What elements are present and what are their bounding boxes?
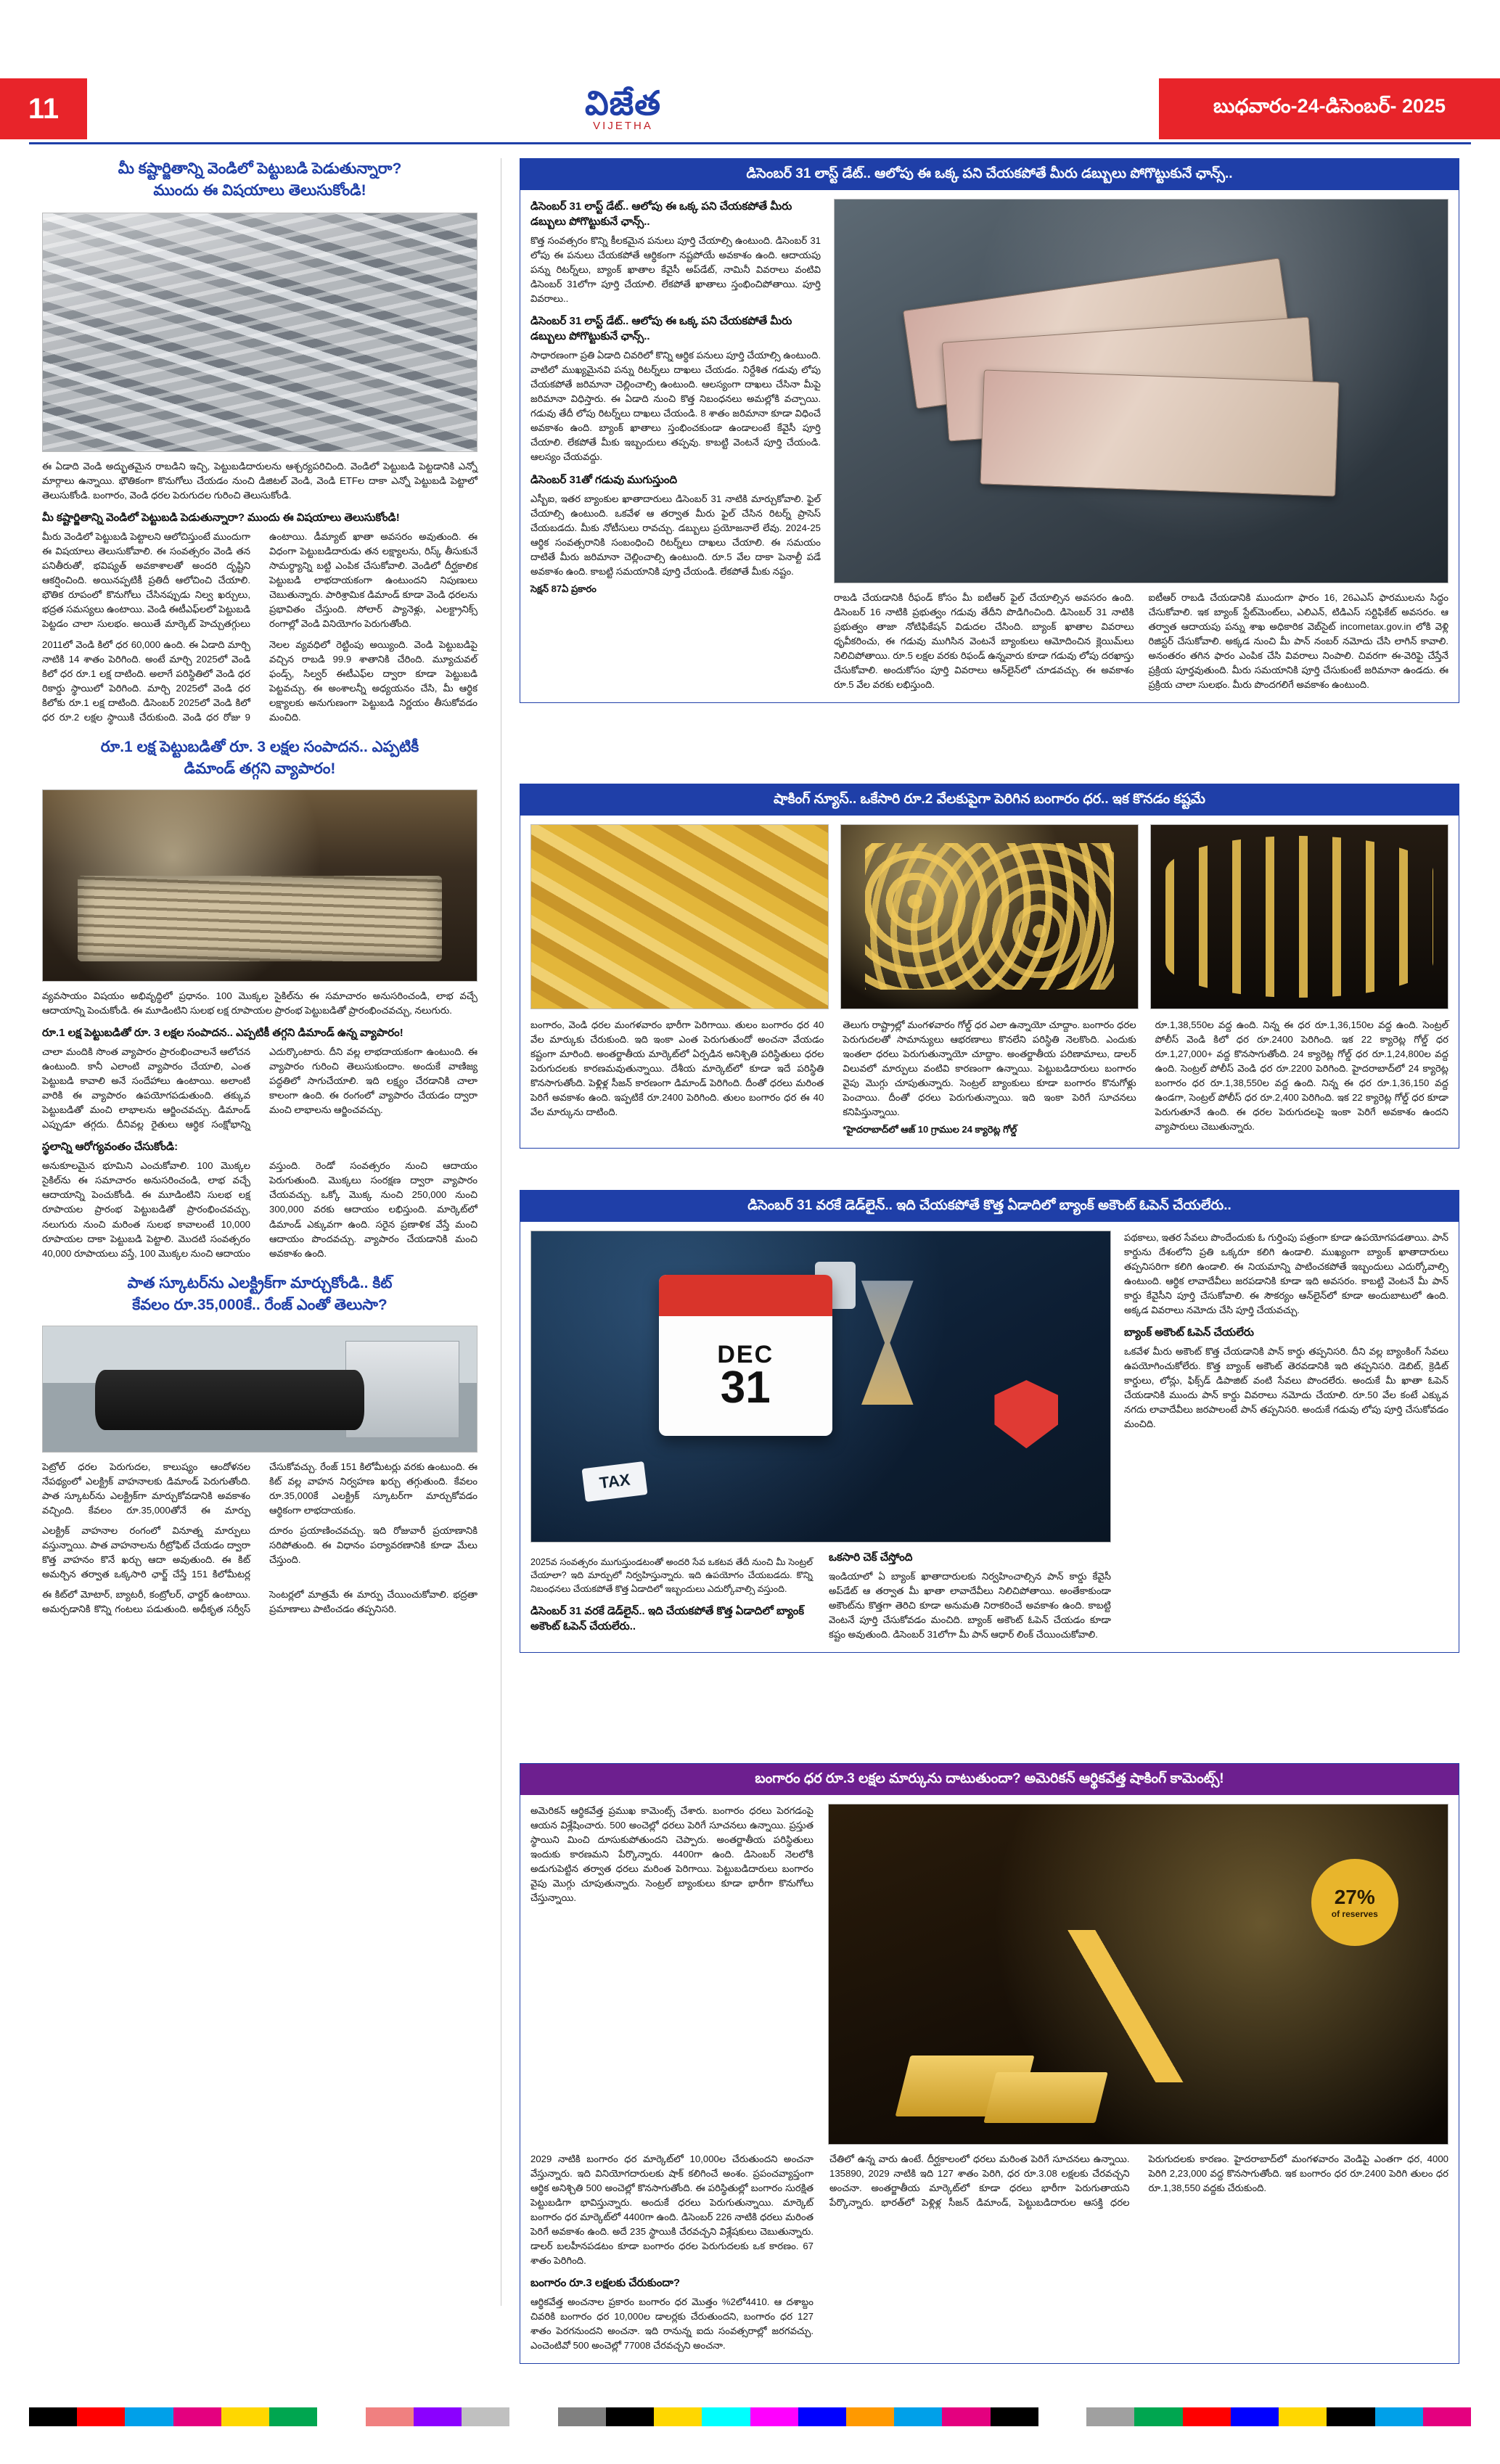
left-para-4: వ్యవసాయం విషయం అభివృద్ధిలో ప్రధానం. 100 మొక్కల సైకిల్‌ను ఈ సమాచారం అనుసరించండి, లాభ వచ్చే ఆదాయాన్ని పెంచుకోండి. ఈ మూడింటిని సులభ లక్ష రూపాయల ప్రారంభ పెట్టుబడితో ప్రారంభించవచ్చు, నలుగురు. <box>42 990 478 1016</box>
left-para-8: ఎలక్ట్రిక్ వాహనాల రంగంలో వినూత్న మార్పులు వస్తున్నాయి. పాత వాహనాలను రీట్రోఫిట్ చేయడం ద్వారా కొత్త వాహనం కొనే ఖర్చు ఆదా అవుతుంది. ఈ కిట్ అమర్చిన తర్వాత ఒక్కసారి ఛార్జ్ చేస్తే 151 కిలోమీటర్ల దూరం ప్రయాణించవచ్చు. ఇది రోజువారీ ప్రయాణానికి సరిపోతుంది. ఈ విధానం పర్యావరణానికి కూడా మేలు చేస్తుంది. <box>42 1524 478 1580</box>
story-gold-3lakh-sub-1: బంగారం రూ.3 లక్షలకు చేరుకుందా? <box>530 2277 681 2290</box>
left-subhead-2: రూ.1 లక్ష పెట్టుబడితో రూ. 3 లక్షల సంపాదన.. ఎప్పటికీ తగ్గని డిమాండ్ ఉన్న వ్యాపారం! <box>42 1026 403 1039</box>
gold-ingot-2 <box>983 2072 1107 2123</box>
reserves-badge <box>1311 1859 1398 1946</box>
left-column <box>42 158 478 1617</box>
color-swatch <box>654 2407 702 2426</box>
story-deadline-band: డిసెంబర్ 31 లాస్ట్ డేట్.. ఆలోపు ఈ ఒక్క పని చేయకపోతే మీరు డబ్బులు పోగొట్టుకునే ఛాన్స్.. <box>520 159 1459 190</box>
color-swatch <box>462 2407 509 2426</box>
story-gold-shock-col-3: రూ.1,38,550ల వద్ద ఉంది. నిన్న ఈ ధర రూ.1,36,150ల వద్ద ఉంది. సెంట్రల్ పోలీస్‌ వెండి కిలో ధర రూ.2400 పెరిగింది. ఇక 22 క్యారెట్ల గోల్డ్ ధర రూ.1,27,000+ వద్ద కొనసాగుతోంది. 24 క్యారెట్ల గోల్డ్ ధర రూ.1,24,800ల వద్ద ఉంది. సెంట్రల్ పోలీస్‌ వెండి ధర రూ.2200 పెరిగింది. హైదరాబాద్‌లో 24 క్యారెట్ల బంగారం ధర రూ.1,38,550ల వద్ద ఉంది. నిన్న ఈ ధర రూ.1,36,150 వద్ద ఉండగా, సెంట్రల్ పోలీస్ ధర రూ.2,400 పెరిగింది. ఇక 22 క్యారెట్ల గోల్డ్ ధర కూడా పెరుగుతూనే ఉంది. ఈ ధరల పెరుగుదలపై ఇంకా పెరిగే అవకాశం ఉందని వ్యాపారులు చెబుతున్నారు. <box>1155 1019 1448 1133</box>
story-gold-3lakh-col-3: చేతిలో ఉన్న వారు ఉంటే. దీర్ఘకాలంలో ధరలు మరింత పెరిగే సూచనలు ఉన్నాయి. 135890, 2029 నాటికి ఇది 127 శాతం పెరిగి, ధర రూ.3.08 లక్షలకు చేరవచ్చని అంచనా. అంతర్జాతీయ మార్కెట్‌లో కూడా ధరలు భారీగా పెరుగుతాయని పేర్కొన్నారు. భారత్‌లో పెళ్లిళ్ల సీజన్ డిమాండ్, పెట్టుబడిదారుల ఆసక్తి ధరల పెరుగుదలకు కారణం. హైదరాబాద్‌లో మంగళవారం వెండిపై ఎంతగా ధర, 4000 పెరిగి 2,23,000 వద్ద కొనసాగుతోంది. ఇక బంగారం ధర రూ.2400 పెరిగి తులం ధర రూ.1,38,550 వద్దకు చేరుకుంది. <box>829 2153 1448 2208</box>
tax-document-label: TAX <box>581 1461 647 1502</box>
color-swatch <box>1086 2407 1134 2426</box>
story-deadline-sub-3: డిసెంబర్ 31తో గడువు ముగుస్తుంది <box>530 473 678 486</box>
color-swatch <box>1423 2407 1471 2426</box>
left-subhead-1: మీ కష్టార్జితాన్ని వెండిలో పెట్టుబడి పెడుతున్నారా? ముందు ఈ విషయాలు తెలుసుకోండి! <box>42 512 400 525</box>
color-swatch <box>1183 2407 1231 2426</box>
story-bank-account-sub-3: బ్యాంక్ అకౌంట్ ఓపెన్ చేయలేరు <box>1124 1326 1254 1339</box>
color-swatch <box>1038 2407 1086 2426</box>
reserves-percent: 27% <box>1334 1885 1375 1908</box>
story-gold-shock-credit: *హైదరాబాద్‌లో ఆజ్ 10 గ్రాముల 24 క్యారెట్ల గోల్డ్ <box>843 1124 1017 1136</box>
color-swatch <box>125 2407 173 2426</box>
color-swatch <box>1134 2407 1182 2426</box>
calendar-graphic <box>659 1275 832 1437</box>
left-subhead-3: స్థలాన్ని ఆరోగ్యవంతం చేసుకోండి: <box>42 1141 179 1154</box>
scooter-conversion-photo <box>42 1326 478 1453</box>
color-swatch <box>606 2407 654 2426</box>
gold-bars-photo <box>530 824 829 1009</box>
color-swatch <box>750 2407 798 2426</box>
story-gold-shock-band: షాకింగ్ న్యూస్.. ఒకేసారి రూ.2 వేలకుపైగా పెరిగిన బంగారం ధర.. ఇక కొనడం కష్టమే <box>520 784 1459 816</box>
color-swatch <box>798 2407 846 2426</box>
hands-holding-cash-photo <box>834 199 1448 583</box>
story-bank-account-sub-2: ఒకసారి చెక్ చేస్తోంది <box>829 1551 913 1564</box>
color-swatch <box>1327 2407 1374 2426</box>
shield-alert-icon <box>994 1380 1058 1448</box>
press-color-bar <box>29 2407 1471 2426</box>
story-deadline-sub-1: డిసెంబర్ 31 లాస్ట్ డేట్.. ఆలోపు ఈ ఒక్క పని చేయకపోతే మీరు డబ్బులు పోగొట్టుకునే ఛాన్స్.. <box>530 200 792 228</box>
story-bank-account-sub-1: డిసెంబర్ 31 వరకే డెడ్‌లైన్.. ఇది చేయకపోతే కొత్త ఏడాదిలో బ్యాంక్ అకౌంట్ ఓపెన్ చేయలేరు.. <box>530 1604 805 1633</box>
color-swatch <box>846 2407 894 2426</box>
color-swatch <box>221 2407 269 2426</box>
color-swatch <box>317 2407 365 2426</box>
story-gold-3lakh-col-2: 2029 నాటికి బంగారం ధర మార్కెట్‌లో 10,000ల చేరుతుందని అంచనా వేస్తున్నారు. ఇది వినియోగదారులకు షాక్ కలిగించే అంశం. ప్రపంచవ్యాప్తంగా ఆర్థిక అనిశ్చితి 500 అంచెల్లో కొనసాగుతోంది. ఈ పరిస్థితుల్లో బంగారం సురక్షిత పెట్టుబడిగా భావిస్తున్నారు. అందుకే ధరలు పెరుగుతున్నాయి. మార్కెట్ బంగారం ధర మార్కెట్‌లో 4400గా ఉంది. డిసెంబర్ 226 నాటికి ధరలు మరింత పెరిగే అవకాశం ఉంది. అదే 235 స్థాయికి చేరవచ్చని విశ్లేషకులు చెబుతున్నారు. డాలర్ బలహీనపడటం కూడా బంగారం ధరల పెరుగుదలకు ఒక కారణం. 67 శాతం పెరిగింది. <box>530 2153 813 2267</box>
publication-logo-sub: VIJETHA <box>593 119 653 132</box>
story-deadline-p1: కొత్త సంవత్సరం కొన్ని కీలకమైన పనులు పూర్తి చేయాల్సి ఉంటుంది. డిసెంబర్ 31 లోపు ఈ పనులు చేయకపోతే ఆర్థికంగా నష్టపోయే అవకాశం ఉంది. ఆదాయపు పన్ను రిటర్న్‌లు, బ్యాంక్ ఖాతాల కేవైసీ అప్‌డేట్, నామినీ వివరాలు వంటివి డిసెంబర్ 31లోగా పూర్తి చేయాలి. లేకపోతే ఖాతాలు స్తంభించిపోతాయి. పూర్తి వివరాలు.. <box>530 234 821 304</box>
color-swatch <box>894 2407 942 2426</box>
story-gold-3lakh-band: బంగారం ధర రూ.3 లక్షల మార్కును దాటుతుందా? అమెరికన్ ఆర్థికవేత్త షాకింగ్ కామెంట్స్! <box>520 1764 1459 1795</box>
left-para-2: మీరు వెండిలో పెట్టుబడి పెట్టాలని ఆలోచిస్తుంటే ముందుగా ఈ విషయాలు తెలుసుకోవాలి. ఈ సంవత్సరం వెండి తన పనితీరుతో, భవిష్యత్ అవకాశాలతో అందరి దృష్టిని ఆకర్షించింది. అయినప్పటికీ ప్రతిదీ ఆలోచించి చేయాలి. భౌతిక రూపంలో కొనుగోలు చేసినప్పుడు నిల్వ ఖర్చులు, భద్రత సమస్యలు ఉంటాయి. వెండి ఈటీఎఫ్‌లలో పెట్టుబడి పెట్టడం చాలా సులభం. అయితే మార్కెట్ హెచ్చుతగ్గులు ఉంటాయి. డీమ్యాట్ ఖాతా అవసరం అవుతుంది. ఈ విధంగా పెట్టుబడిదారుడు తన లక్ష్యాలను, రిస్క్ తీసుకునే సామర్థ్యాన్ని బట్టి ఎంపిక చేసుకోవాలి. వెండిలో దీర్ఘకాలిక పెట్టుబడి లాభదాయకంగా ఉంటుందని నిపుణులు చెబుతున్నారు. పారిశ్రామిక డిమాండ్ కూడా వెండి ధరలను ప్రభావితం చేస్తుంది. సోలార్ ప్యానెళ్లు, ఎలక్ట్రానిక్స్ రంగాల్లో వెండి వినియోగం పెరుగుతోంది. <box>42 531 478 630</box>
story-gold-shock-col-1: బంగారం, వెండి ధరల మంగళవారం భారీగా పెరిగాయి. తులం బంగారం ధర 40 వేల మార్కుకు చేరుకుంది. ఇది ఇంకా ఎంత పెరుగుతుందో అంచనా వేయడం కష్టంగా మారింది. అంతర్జాతీయ మార్కెట్‌లో ఏర్పడిన అనిశ్చితి పరిస్థితులు ధరల పెరుగుదలకు కారణమవుతున్నాయి. దేశీయ మార్కెట్‌లో కూడా ఇదే పరిస్థితి కొనసాగుతోంది. పెళ్లిళ్ల సీజన్ కారణంగా డిమాండ్ పెరిగింది. దీంతో ధరలు మరింత పెరిగే అవకాశం ఉంది. ఇప్పటికే రూ.2400 పెరిగింది. తులం బంగారం ధర ఈ 40 వేల మార్కును దాటింది. <box>530 1019 824 1118</box>
story-deadline-p5: ఐటీఆర్ రాబడి చేయడానికి ముందుగా ఫారం 16, 26ఎఎస్ ఫారములను సిద్ధం చేసుకోవాలి. ఇక బ్యాంక్ స్టేట్‌మెంట్‌లు, ఎలిఎన్, టిడిఎస్ సర్టిఫికేట్ అవసరం. ఆ తర్వాత ఆదాయపు పన్ను శాఖ అధికారిక వెబ్‌సైట్ incometax.gov.in లోకి వెళ్లి రిజిస్టర్ చేసుకోవాలి. అక్కడ నుంచి మీ పాన్ నంబర్ నమోదు చేసి లాగిన్ కావాలి. అనంతరం తగిన ఫారం ఎంపిక చేసి వివరాలు నింపాలి. చివరగా ఈ-వెరిఫై చేస్తేనే ప్రక్రియ పూర్తవుతుంది. మీరు సమయానికి పూర్తి చేసుకుంటే జరిమానా ఉండదు. ఈ ప్రక్రియ చాలా సులభం. మీరు పొందగలిగే అవకాశం ఉంటుంది. <box>1148 591 1448 691</box>
story-gold-3lakh <box>520 1763 1459 2364</box>
header-rule <box>29 142 1471 144</box>
color-swatch <box>77 2407 125 2426</box>
story-gold-shock <box>520 784 1459 1149</box>
story-bank-account-band: డిసెంబర్ 31 వరకే డెడ్‌లైన్.. ఇది చేయకపోతే కొత్త ఏడాదిలో బ్యాంక్ అకౌంట్ ఓపెన్ చేయలేరు.. <box>520 1191 1459 1222</box>
story-bank-account-caption-1: 2025వ సంవత్సరం ముగుస్తుండటంతో అందరి సేవ ఒకటవ తేదీ నుంచి మీ సెంట్రల్ చేయాలా? ఇది మార్పులో నిర్వహిస్తున్నారు. ఇది ఉపయోగం చేయబడదు. కొన్ని నిబంధనలు చేయకపోతే కొత్త ఏడాదిలో ఇబ్బందులు ఎదుర్కోవాల్సి వస్తుంది. <box>530 1556 813 1595</box>
color-swatch <box>173 2407 221 2426</box>
gold-necklaces-photo <box>1150 824 1448 1009</box>
story-bank-account-right-p1: పథకాలు, ఇతర సేవలు పొందేందుకు ఓ గుర్తింపు పత్రంగా కూడా ఉపయోగపడతాయి. పాన్ కార్డును దేశంలోని ప్రతి ఒక్కరూ కలిగి ఉండాలి. ముఖ్యంగా బ్యాంక్ ఖాతాదారులు తప్పనిసరిగా కలిగి ఉండాలి. ఈ నియమాన్ని పాటించకపోతే ఇబ్బందులు ఎదుర్కోవాల్సి ఉంటుంది. ఆర్థిక లావాదేవీలు జరపడానికి కూడా ఇది అవసరం. కాబట్టి వెంటనే మీ పాన్ కార్డు కేవైసీని పూర్తి చేసుకోవాలి. ఈ సౌకర్యం ఆన్‌లైన్‌లో కూడా అందుబాటులో ఉంది. అక్కడ వివరాలు నమోదు చేసి పూర్తి చేయవచ్చు. <box>1124 1231 1448 1315</box>
story-gold-3lakh-col-2b: ఆర్థికవేత్త అంచనాల ప్రకారం బంగారం ధర మొత్తం %2లో4410. ఆ దశాబ్దం చివరికి బంగారం ధర 10,000ల డాలర్లకు చేరుతుందని, బంగారం ధర 127 శాతం పెరగనుందని అంచనా. ఇది రానున్న ఐదు సంవత్సరాల్లో జరగవచ్చు. ఎంచెంటివో 500 అంచెల్లో 77008 చేరవచ్చని అంచనా. <box>530 2296 813 2352</box>
cash-counting-photo <box>42 789 478 982</box>
story-bank-account-right-p2: ఒకవేళ మీరు అకౌంట్ కొత్త చేయడానికి పాన్ కార్డు తప్పనిసరి. దీని వల్ల బ్యాంకింగ్ సేవలు ఉపయోగించుకోలేరు. కొత్త బ్యాంక్ అకౌంట్ తెరవడానికి ఇది తప్పనిసరి. డెబిట్, క్రెడిట్ కార్డులు, లోన్లు, ఫిక్స్‌డ్ డిపాజిట్ వంటి సేవలు పొందలేరు. అందుకే మీ ఖాతా ఓపెన్ చేయడానికి ముందు పాన్ కార్డు వివరాలు నమోదు చేయాలి. రూ.50 వేల కంటే ఎక్కువ నగదు లావాదేవీలు జరపాలంటే పాన్ తప్పనిసరి. అందుకే గడువు లోపు పూర్తి చేసుకోవడం మంచిది. <box>1124 1346 1448 1430</box>
dec31-deadline-illustration <box>530 1231 1111 1543</box>
story-deadline-p3: ఎస్బీఐ, ఇతర బ్యాంకుల ఖాతాదారులు డిసెంబర్ 31 నాటికి మార్చుకోవాలి. ఫైల్ చేయాల్సి ఉంటుంది. ఒకవేళ ఆ తర్వాత మీరు ఫైల్ చేసిన రిటర్న్ ప్రాసెస్ చేయబడదు. మీకు నోటీసులు రావచ్చు. డబ్బులు ప్రయోజనాలే లేవు. 2024-25 ఆర్థిక సంవత్సరానికి సంబంధించి రిటర్న్‌లు దాఖలు చేయాలి. ఈ సమయం దాటితే మీరు జరిమానా చెల్లించాల్సి ఉంటుంది. రూ.5 వేల దాకా పెనాల్టీ పడే అవకాశం ఉంది. కాబట్టి సమయానికి పూర్తి చేయండి. లేకపోతే మీకు నష్టం. <box>530 493 821 577</box>
color-swatch <box>269 2407 317 2426</box>
color-swatch <box>1231 2407 1279 2426</box>
calendar-day: 31 <box>720 1362 771 1413</box>
color-swatch <box>942 2407 990 2426</box>
reserves-label: of reserves <box>1331 1908 1378 1919</box>
color-swatch <box>1375 2407 1423 2426</box>
left-para-9: ఈ కిట్‌లో మోటార్, బ్యాటరీ, కంట్రోలర్, ఛార్జర్ ఉంటాయి. అమర్చడానికి కొన్ని గంటలు పడుతుంది. అధీకృత సర్వీస్ సెంటర్లలో మాత్రమే ఈ మార్పు చేయించుకోవాలి. భద్రతా ప్రమాణాలు పాటించడం తప్పనిసరి. <box>42 1589 478 1615</box>
left-headline-3-line2: కేవలం రూ.35,000కే.. రేంజ్ ఎంతో తెలుసా? <box>132 1297 388 1314</box>
gold-price-chart-photo <box>828 1804 1448 2145</box>
color-swatch <box>1279 2407 1327 2426</box>
silver-bars-photo <box>42 213 478 452</box>
color-swatch <box>558 2407 606 2426</box>
story-deadline-p4: రాబడి చేయడానికి రీఫండ్ కోసం మీ ఐటీఆర్ ఫైల్ చేయాల్సిన అవసరం ఉంది. డిసెంబర్ 16 నాటికి ప్రభుత్వం గడువు తేదీని పొడిగించింది. డిసెంబర్ 31 నాటికి ప్రభుత్వం తాజా నోటిఫికేషన్ విడుదల చేసింది. బ్యాంక్ ఖాతాల వివరాలు ధృవీకరించు, ఈ గడువు ముగిసిన వెంటనే బ్యాంకులు ఆమోదించిన క్లెయిమ్‌లు నిలిచిపోతాయి. రూ.5 లక్షల వరకు రిఫండ్ ఉన్నవారు కూడా గడువు లోపు దరఖాస్తు చేసుకోవాలి. అందుకోసం పూర్తి వివరాలు ఆన్‌లైన్‌లో చూడవచ్చు. ఈ అవకాశం రూ.5 వేల వరకు లభిస్తుంది. <box>834 591 1134 691</box>
color-swatch <box>366 2407 414 2426</box>
story-bank-account-caption-2: ఇండియాలో ఏ బ్యాంక్ ఖాతాదారులకు నిర్వహించాల్సిన పాన్ కార్డు కేవైసీ అప్‌డేట్ ఆ తర్వాత మీ ఖాతా లావాదేవీలు నిలిచిపోతాయి. అంతేకాకుండా అకౌంట్‌ను కొత్తగా తెరిచి కూడా అనుమతి నిరాకరించే అవకాశం ఉంది. కాబట్టి వెంటనే పూర్తి చేసుకోవడం మంచిది. బ్యాంక్ అకౌంట్ ఓపెన్ చేయడం కూడా కష్టం అవుతుంది. డిసెంబర్ 31లోగా మీ పాన్ ఆధార్ లింక్ చేయించుకోవాలి. <box>829 1570 1111 1640</box>
left-headline-2-line1: రూ.1 లక్ష పెట్టుబడితో రూ. 3 లక్షల సంపాదన.. ఎప్పటికీ <box>100 738 419 755</box>
left-para-5: చాలా మందికి సొంత వ్యాపారం ప్రారంభించాలనే ఆలోచన ఉంటుంది. కానీ ఎలాంటి వ్యాపారం చేయాలి, ఎంత పెట్టుబడి కావాలి అనే సందేహాలు ఉంటాయి. అలాంటి వారికి ఈ వ్యాపారం ఉపయోగపడుతుంది. తక్కువ పెట్టుబడితో మంచి లాభాలను ఆర్జించవచ్చు. డిమాండ్ ఎప్పుడూ తగ్గదు. దీనివల్ల రైతులు ఆర్థిక సంక్షోభాన్ని ఎదుర్కొంటారు. దీని వల్ల లాభదాయకంగా ఉంటుంది. ఈ వ్యాపారం గురించి తెలుసుకుందాం. అందుకే వాణిజ్య పద్ధతిలో సాగుచేయాలి. ఇది లక్ష్యం చేరడానికి చాలా కాలంగా ఉంది. ఈ రంగంలో వ్యాపారం చేయడం ద్వారా మంచి లాభాలను ఆర్జించవచ్చు. <box>42 1046 478 1130</box>
color-swatch <box>991 2407 1038 2426</box>
left-headline-2-line2: డిమాండ్ తగ్గని వ్యాపారం! <box>184 760 336 778</box>
left-headline-3-line1: పాత స్కూటర్‌ను ఎలక్ట్రిక్‌గా మార్చుకోండి.. కిట్ <box>127 1274 393 1291</box>
left-headline-1-line1: మీ కష్టార్జితాన్ని వెండిలో పెట్టుబడి పెడుతున్నారా? <box>118 160 402 177</box>
color-swatch <box>509 2407 557 2426</box>
story-gold-3lakh-col-1: అమెరికన్ ఆర్థికవేత్త ప్రముఖ కామెంట్స్ చేశారు. బంగారం ధరలు పెరగడంపై ఆయన విశ్లేషించారు. 500 అంచెల్లో ధరలు పెరిగే సూచనలు ఉన్నాయి. ప్రస్తుత స్థాయిని మించి దూసుకుపోతుందని చెప్పారు. అంతర్జాతీయ పరిస్థితులు ఇందుకు కారణమని పేర్కొన్నారు. 4400గా ఉంది. డిసెంబర్ నెలలోకి అడుగుపెట్టిన తర్వాత ధరలు మరింత పెరిగాయి. పెట్టుబడిదారులు బంగారం వైపు మొగ్గు చూపుతున్నారు. సెంట్రల్ బ్యాంకులు కూడా భారీగా కొనుగోలు చేస్తున్నాయి. <box>530 1804 813 1904</box>
left-para-1: ఈ ఏడాది వెండి అద్భుతమైన రాబడిని ఇచ్చి, పెట్టుబడిదారులను ఆశ్చర్యపరిచింది. వెండిలో పెట్టుబడి పెట్టడానికి ఎన్నో మార్గాలు ఉన్నాయి. భౌతికంగా కొనుగోలు చేయడం నుంచి డిజిటల్ వెండి, వెండి ETFల దాకా ఎన్నో పెట్టుబడి పెట్టాలో తెలుసుకోండి. బంగారం, వెండి ధరల పెరుగుదల గురించి తెలుసుకోండి. <box>42 460 478 501</box>
story-deadline-credit: సెక్షన్ 87ఏ ప్రకారం <box>530 583 597 594</box>
edition-date: బుధవారం-24-డిసెంబర్- 2025 <box>1159 78 1500 139</box>
color-swatch <box>29 2407 77 2426</box>
color-swatch <box>702 2407 750 2426</box>
left-para-3: 2011లో వెండి కిలో ధర 60,000 ఉంది. ఈ ఏడాది మార్చి నాటికి 14 శాతం పెరిగింది. అంటే మార్చి 2025లో వెండి కిలో ధర రూ.1 లక్ష దాటింది. అలాగే పరిస్థితిలో వెండి ధర రికార్డు స్థాయిలో పెరిగింది. మార్చి 2025లో వెండి ధర కిలోకు రూ.1 లక్ష దాటింది. డిసెంబర్ 2025లో వెండి కిలో ధర రూ.2 లక్షల స్థాయికి చేరుకుంది. వెండి ధర రోజు 9 నెలల వ్యవధిలో రెట్టింపు అయ్యింది. వెండి పెట్టుబడిపై వచ్చిన రాబడి 99.9 శాతానికి చేరింది. మ్యూచువల్ ఫండ్స్, సిల్వర్ ఈటీఎఫ్‌ల ద్వారా కూడా పెట్టుబడి పెట్టవచ్చు. ఈ అంశాలన్నీ అధ్యయనం చేసి, మీ ఆర్థిక లక్ష్యాలకు అనుగుణంగా పెట్టుబడి నిర్ణయం తీసుకోవడం మంచిది. <box>42 638 478 723</box>
color-swatch <box>414 2407 462 2426</box>
calendar-month: DEC <box>717 1341 774 1369</box>
hourglass-icon <box>861 1281 914 1405</box>
story-deadline-sub-2: డిసెంబర్ 31 లాస్ట్ డేట్.. ఆలోపు ఈ ఒక్క పని చేయకపోతే మీరు డబ్బులు పోగొట్టుకునే ఛాన్స్.. <box>530 315 792 342</box>
page-number: 11 <box>0 78 87 139</box>
left-para-7: పెట్రోల్ ధరల పెరుగుదల, కాలుష్యం ఆందోళనల నేపథ్యంలో ఎలక్ట్రిక్ వాహనాలకు డిమాండ్ పెరుగుతోంది. పాత స్కూటర్‌ను ఎలక్ట్రిక్‌గా మార్చుకోవడానికి అవకాశం వచ్చింది. కేవలం రూ.35,000తోనే ఈ మార్పు చేసుకోవచ్చు. రేంజ్ 151 కిలోమీటర్లు వరకు ఉంటుంది. ఈ కిట్ వల్ల వాహన నిర్వహణ ఖర్చు తగ్గుతుంది. కేవలం రూ.35,000కే ఎలక్ట్రిక్ స్కూటర్‌గా మార్చుకోవడం ఆర్థికంగా లాభదాయకం. <box>42 1461 478 1516</box>
publication-logo: విజేత <box>584 83 662 122</box>
masthead <box>0 78 1500 139</box>
gold-jewellery-photo <box>840 824 1139 1009</box>
left-headline-1-line2: ముందు ఈ విషయాలు తెలుసుకోండి! <box>153 182 366 200</box>
story-bank-account <box>520 1190 1459 1653</box>
story-deadline-p2: సాధారణంగా ప్రతి ఏడాది చివరిలో కొన్ని ఆర్థిక పనులు పూర్తి చేయాల్సి ఉంటుంది. వాటిలో ముఖ్యమైనవి పన్ను రిటర్న్‌లు దాఖలు చేయడం. నిర్దేశిత గడువు లోపు చేయకపోతే జరిమానా చెల్లించాల్సి ఉంటుంది. ఆలస్యంగా దాఖలు చేసినా మీపై జరిమానా విధిస్తారు. ఈ ఏడాది నుంచి కొత్త నిబంధనలు అమల్లోకి వచ్చాయి. గడువు తేదీ లోపు రిటర్న్‌లు దాఖలు చేయండి. 8 శాతం జరిమానా కూడా విధించే అవకాశం ఉంది. బ్యాంక్ ఖాతాలు స్తంభించకుండా ఉండాలంటే కేవైసీ పూర్తి చేయాలి. లేకపోతే మీకు ఇబ్బందులు తప్పవు. కాబట్టి వెంటనే పూర్తి చేయండి. ఆలస్యం చేయవద్దు. <box>530 350 821 463</box>
story-deadline <box>520 158 1459 703</box>
masthead-logo-area <box>87 78 1159 139</box>
story-gold-shock-col-2: తెలుగు రాష్ట్రాల్లో మంగళవారం గోల్డ్ ధర ఎలా ఉన్నాయో చూద్దాం. బంగారం ధరల పెరుగుదలతో సామాన్యులు ఆభరణాలు కొనలేని పరిస్థితి నెలకొంది. ఎందుకు ఇంతలా ధరలు పెరుగుతున్నాయో చూద్దాం. అంతర్జాతీయ పరిణామాలు, డాలర్ విలువలో మార్పులు వంటివి కారణంగా ఉన్నాయి. పెట్టుబడిదారులు బంగారం వైపు మొగ్గు చూపుతున్నారు. సెంట్రల్ బ్యాంకులు కూడా బంగారం కొనుగోళ్లు పెంచాయి. దీంతో ధరలు పెరుగుతున్నాయి. ఇది ఇంకా పెరిగే సూచనలు కనిపిస్తున్నాయి. <box>843 1019 1136 1118</box>
left-para-6: అనుకూలమైన భూమిని ఎంచుకోవాలి. 100 మొక్కల సైకిల్‌ను ఈ సమాచారం అనుసరించండి, లాభ వచ్చే ఆదాయాన్ని పెంచుకోండి. ఈ మూడింటిని సులభ లక్ష రూపాయల ప్రారంభ పెట్టుబడితో ప్రారంభించవచ్చు, నలుగురు నుంచి మరింత సులభ కావాలంటే 10,000 రూపాయల దాకా పెట్టుబడి పెట్టాలి. మొదటి సంవత్సరం 40,000 రూపాయలు వస్తే, 100 మొక్కల నుంచి ఆదాయం వస్తుంది. రెండో సంవత్సరం నుంచి ఆదాయం పెరుగుతుంది. మొక్కలు సంరక్షణ ద్వారా వ్యాపారం చేయవచ్చు. ఒక్కో మొక్క నుంచి 250,000 నుంచి 300,000 వరకు ఆదాయం లభిస్తుంది. మార్కెట్‌లో డిమాండ్ ఎక్కువగా ఉంది. సరైన ప్రణాళిక వేస్తే మంచి ఆదాయం పొందవచ్చు. వ్యాపారం చేయడానికి మంచి అవకాశం ఉంది. <box>42 1160 478 1259</box>
